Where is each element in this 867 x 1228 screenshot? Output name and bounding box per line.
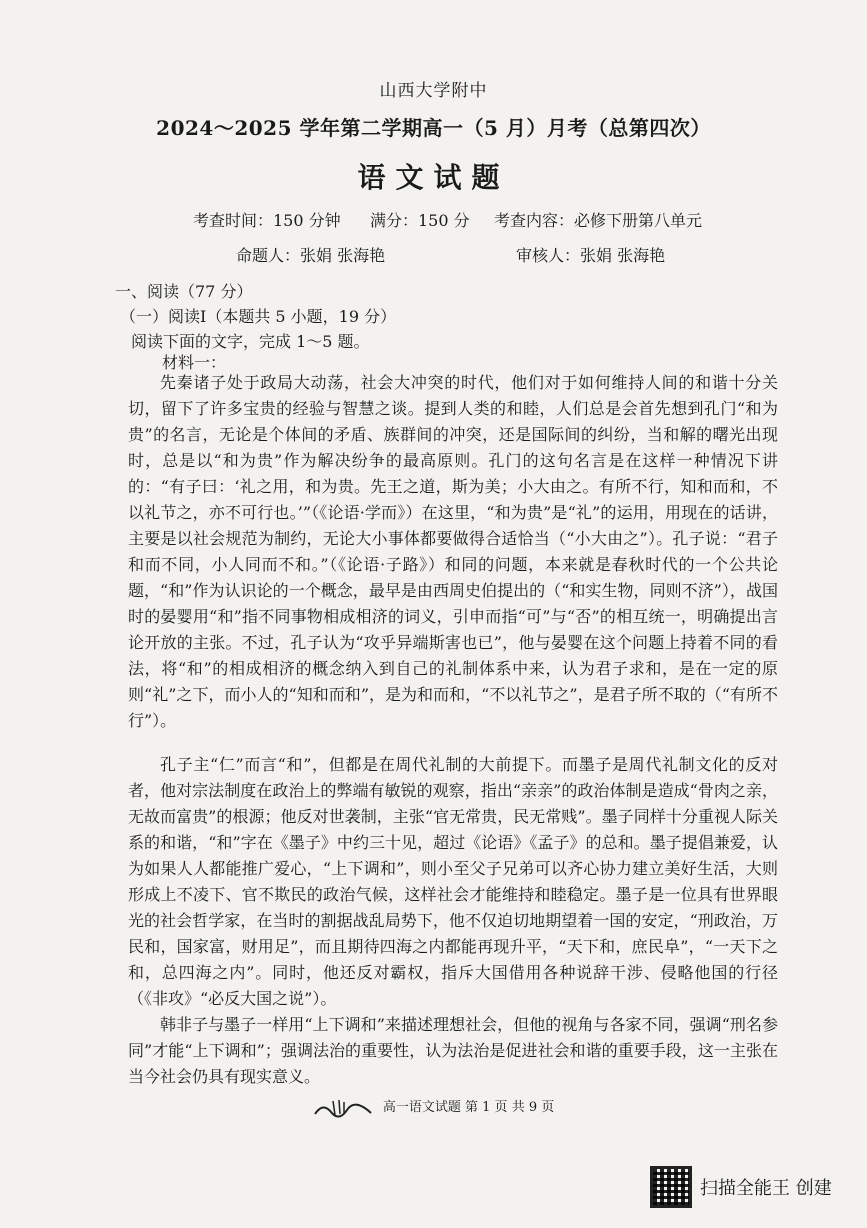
- instruction: 阅读下面的文字，完成 1～5 题。: [131, 332, 370, 351]
- paragraph: 韩非子与墨子一样用“上下调和”来描述理想社会，但他的视角与各家不同，强调“刑名参同”才能“上下调和”；强调法治的重要性，认为法治是促进社会和谐的重要手段，这一主张在当今社会仍具有现实意义。: [128, 1015, 778, 1086]
- scanner-watermark: [650, 1166, 832, 1208]
- exam-content: 考查内容：必修下册第八单元: [494, 211, 703, 230]
- subsection-heading: （一）阅读Ⅰ（本题共 5 小题，19 分）: [120, 307, 397, 326]
- reviewer: 审核人：张娟 张海艳: [516, 246, 666, 265]
- page-footer: [0, 1096, 867, 1118]
- material-label: 材料一：: [162, 353, 227, 372]
- exam-title: 2024～2025 学年第二学期高一（5 月）月考（总第四次）: [156, 116, 711, 140]
- paragraph: 孔子主“仁”而言“和”，但都是在周代礼制的大前提下。而墨子是周代礼制文化的反对者，他对宗法制度在政治上的弊端有敏锐的观察，指出“亲亲”的政治体制是造成“骨肉之亲，无故而富贵”的根源；他反对世袭制，主张“官无常贵，民无常贱”。墨子同样十分重视人际关系的和谐，“和”字在《墨子》中约三十见，超过《论语》《孟子》的总和。墨子提倡兼爱，认为如果人人都能推广爱心，“上下调和”，则小至父子兄弟可以齐心协力建立美好生活，大则形成上不凌下、官不欺民的政治气候，这样社会才能维持和睦稳定。墨子是一位具有世界眼光的社会哲学家，在当时的割据战乱局势下，他不仅迫切地期望着一国的安定，“刑政治，万民和，国家富，财用足”，而且期待四海之内都能再现升平，“天下和，庶民阜”，“一天下之和，总四海之内”。同时，他还反对霸权，指斥大国借用各种说辞干涉、侵略他国的行径（《非攻》“必反大国之说”）。: [128, 755, 778, 1008]
- school-name: 山西大学附中: [379, 81, 488, 101]
- subject-title: 语文试题: [357, 161, 510, 194]
- paragraph: 先秦诸子处于政局大动荡，社会大冲突的时代，他们对于如何维持人间的和谐十分关切，留下了许多宝贵的经验与智慧之谈。提到人类的和睦，人们总是会首先想到孔门“和为贵”的名言，无论是个体间的矛盾、族群间的冲突，还是国际间的纠纷，当和解的曙光出现时，总是以“和为贵”作为解决纷争的最高原则。孔门的这句名言是在这样一种情况下讲的：“有子曰：‘礼之用，和为贵。先王之道，斯为美；小大由之。有所不行，知和而和，不以礼节之，亦不可行也。’”（《论语·学而》）在这里，“和为贵”是“礼”的运用，用现在的话讲，主要是以社会规范为制约，无论大小事体都要做得合适恰当（“小大由之”）。孔子说：“君子和而不同，小人同而不和。”（《论语·子路》）和同的问题，本来就是春秋时代的一个公共论题，“和”作为认识论的一个概念，最早是由西周史伯提出的（“和实生物，同则不济”），战国时的晏婴用“和”指不同事物相成相济的词义，引申而指“可”与“否”的相互统一，明确提出言论开放的主张。不过，孔子认为“攻乎异端斯害也已”，他与晏婴在这个问题上持着不同的看法，将“和”的相成相济的概念纳入到自己的礼制体系中来，认为君子求和，是在一定的原则“礼”之下，而小人的“知和而和”，是为和而和，“不以礼节之”，是君子所不取的（“有所不行”）。: [128, 373, 778, 730]
- page-number: 高一语文试题 第 1 页 共 9 页: [382, 1100, 555, 1115]
- qr-code-icon: [650, 1166, 692, 1208]
- section-heading: 一、阅读（77 分）: [115, 282, 253, 301]
- full-score: 满分：150 分: [370, 211, 470, 230]
- question-author: 命题人：张娟 张海艳: [236, 246, 386, 265]
- exam-time: 考查时间：150 分钟: [193, 211, 341, 230]
- watermark-text: 扫描全能王 创建: [700, 1178, 832, 1199]
- ink-smudge-icon: [313, 1098, 373, 1118]
